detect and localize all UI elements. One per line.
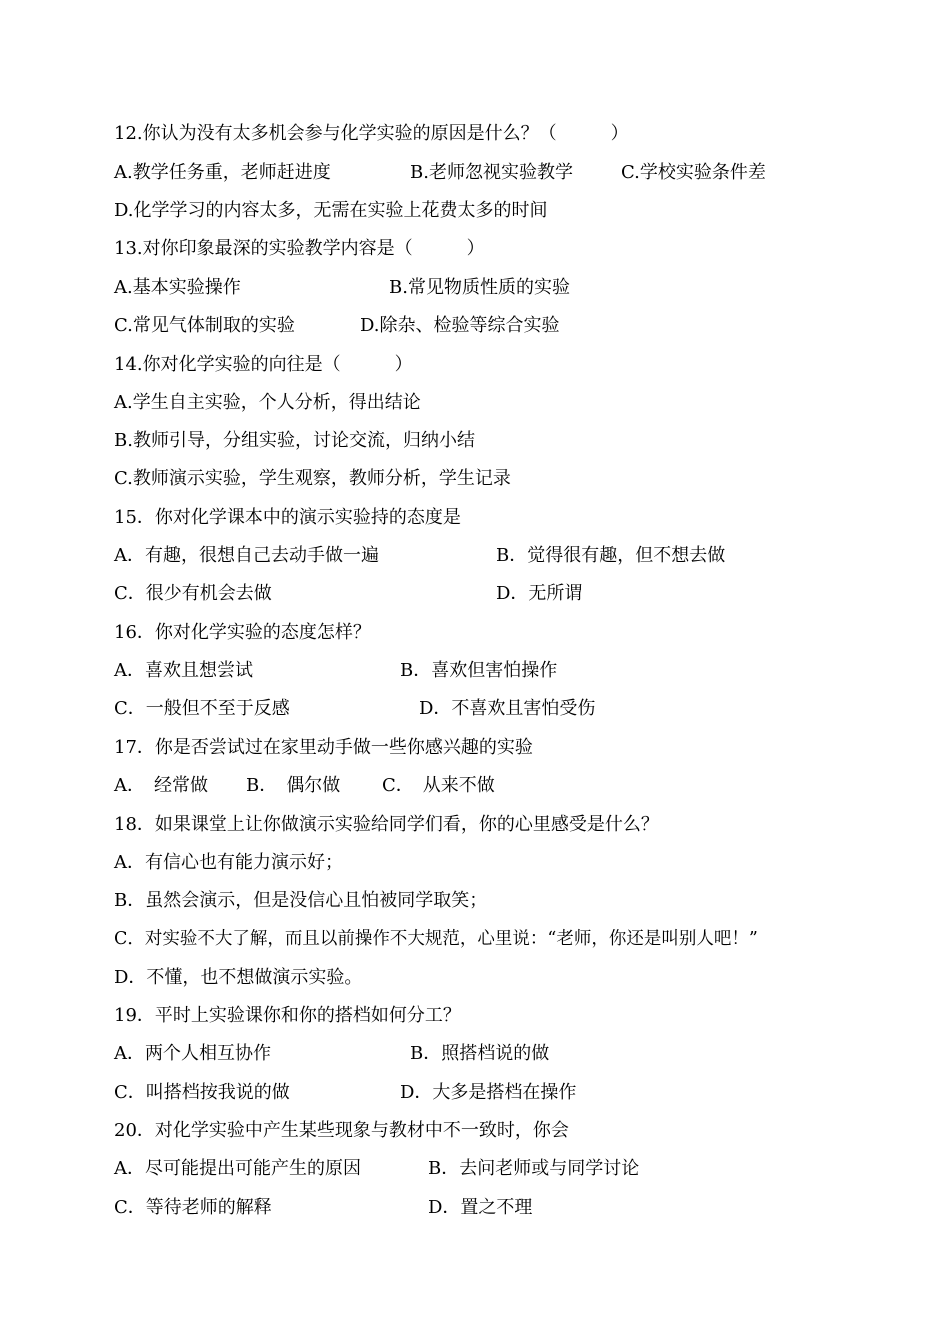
option-d: D．不喜欢且害怕受伤: [419, 698, 596, 719]
question-14-option-c: [114, 464, 511, 494]
question-13-options-row-2: [114, 311, 560, 341]
question-19-stem: [114, 1001, 461, 1031]
option-d: D．无所谓: [496, 583, 583, 604]
question-14-stem: [114, 350, 413, 380]
option-b: B．觉得很有趣，但不想去做: [496, 545, 726, 566]
question-stem: 12.你认为没有太多机会参与化学实验的原因是什么？（ ）: [114, 123, 629, 144]
question-17-options-row: [114, 771, 495, 801]
question-20-options-row-1: [114, 1154, 640, 1184]
question-stem: 13.对你印象最深的实验教学内容是（ ）: [114, 238, 485, 259]
question-19-options-row-2: [114, 1078, 577, 1108]
question-18-option-d: [114, 963, 363, 993]
question-16-options-row-1: [114, 656, 558, 686]
option-b: B.教师引导，分组实验，讨论交流，归纳小结: [114, 430, 475, 451]
question-19-options-row-1: [114, 1039, 550, 1069]
option-c: C．对实验不大了解，而且以前操作不大规范，心里说：“老师，你还是叫别人吧！”: [114, 929, 758, 949]
option-a: A．喜欢且想尝试: [114, 660, 253, 681]
option-a: A．两个人相互协作: [114, 1043, 271, 1064]
option-c: C． 从来不做: [382, 775, 495, 796]
question-20-stem: [114, 1116, 569, 1146]
question-13-options-row-1: [114, 273, 570, 303]
option-c: C．一般但不至于反感: [114, 698, 290, 719]
option-a: A．有信心也有能力演示好；: [114, 852, 343, 873]
question-15-options-row-1: [114, 541, 726, 571]
option-d: D．置之不理: [428, 1197, 533, 1218]
option-b: B．喜欢但害怕操作: [400, 660, 558, 681]
question-16-stem: [114, 618, 371, 648]
option-a: A.学生自主实验，个人分析，得出结论: [114, 392, 421, 413]
option-c: C.学校实验条件差: [621, 162, 766, 183]
question-16-options-row-2: [114, 694, 596, 724]
option-a: A． 经常做: [114, 775, 208, 796]
option-c: C．很少有机会去做: [114, 583, 272, 604]
question-stem: 20．对化学实验中产生某些现象与教材中不一致时，你会: [114, 1120, 569, 1141]
question-12-stem: [114, 119, 629, 149]
option-b: B.老师忽视实验教学: [410, 162, 573, 183]
question-stem: 16．你对化学实验的态度怎样？: [114, 622, 371, 643]
question-18-option-a: [114, 848, 343, 878]
question-14-option-b: [114, 426, 475, 456]
option-a: A.教学任务重，老师赶进度: [114, 162, 331, 183]
option-a: A．有趣，很想自己去动手做一遍: [114, 545, 379, 566]
option-b: B． 偶尔做: [246, 775, 341, 796]
question-stem: 18．如果课堂上让你做演示实验给同学们看，你的心里感受是什么？: [114, 814, 659, 835]
option-d: D．不懂，也不想做演示实验。: [114, 967, 363, 988]
question-15-stem: [114, 503, 461, 533]
option-d: D.除杂、检验等综合实验: [360, 315, 560, 336]
option-d: D．大多是搭档在操作: [400, 1082, 577, 1103]
question-stem: 14.你对化学实验的向往是（ ）: [114, 354, 413, 375]
option-a: A.基本实验操作: [114, 277, 241, 298]
question-18-option-c: [114, 924, 758, 954]
option-d: D.化学学习的内容太多，无需在实验上花费太多的时间: [114, 200, 548, 221]
question-18-stem: [114, 810, 659, 840]
option-c: C．叫搭档按我说的做: [114, 1082, 290, 1103]
question-stem: 17．你是否尝试过在家里动手做一些你感兴趣的实验: [114, 737, 533, 758]
question-stem: 19．平时上实验课你和你的搭档如何分工？: [114, 1005, 461, 1026]
question-13-stem: [114, 234, 485, 264]
option-c: C．等待老师的解释: [114, 1197, 272, 1218]
question-20-options-row-2: [114, 1193, 533, 1223]
question-stem: 15．你对化学课本中的演示实验持的态度是: [114, 507, 461, 528]
question-14-option-a: [114, 388, 421, 418]
option-c: C.常见气体制取的实验: [114, 315, 295, 336]
option-a: A．尽可能提出可能产生的原因: [114, 1158, 361, 1179]
option-b: B．照搭档说的做: [410, 1043, 550, 1064]
question-17-stem: [114, 733, 533, 763]
question-18-option-b: [114, 886, 488, 916]
question-12-options-row-2: [114, 196, 548, 226]
option-c: C.教师演示实验，学生观察，教师分析，学生记录: [114, 468, 511, 489]
option-b: B．虽然会演示，但是没信心且怕被同学取笑；: [114, 890, 488, 911]
option-b: B.常见物质性质的实验: [389, 277, 570, 298]
option-b: B．去问老师或与同学讨论: [428, 1158, 640, 1179]
question-12-options-row-1: [114, 158, 766, 188]
question-15-options-row-2: [114, 579, 583, 609]
